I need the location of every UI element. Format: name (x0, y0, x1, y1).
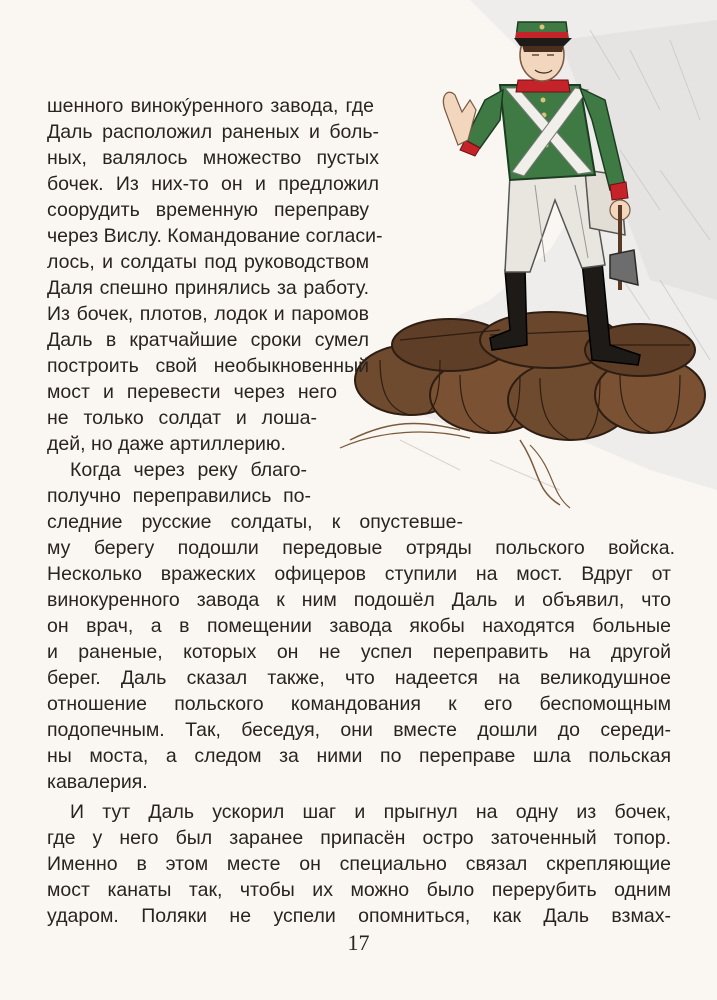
text-line: Несколько вражеских офицеров ступили на мост. Вдруг от (47, 563, 671, 585)
text-line: ны моста, а следом за ними по переправе шла польская (47, 745, 671, 767)
text-line: и раненые, которых он не успел переправить на другой (47, 641, 671, 663)
text-line: ных, валялось множество пустых (47, 147, 379, 169)
text-line: Когда через реку благо- (70, 459, 307, 481)
text-line: построить свой необыкновенный (47, 355, 369, 377)
text-line: лось, и солдаты под руководством (47, 251, 369, 273)
text-line: ударом. Поляки не успели опомниться, как Даль взмах- (47, 905, 671, 927)
text-line: Из бочек, плотов, лодок и паромов (47, 303, 369, 325)
text-line: берег. Даль сказал также, что надеется на великодушное (47, 667, 671, 689)
text-line: И тут Даль ускорил шаг и прыгнул на одну из бочек, (70, 801, 671, 823)
text-line: получно переправились по- (47, 485, 311, 507)
text-line: отношение польского командования к его беспомощным (47, 693, 671, 715)
text-line: не только солдат и лоша- (47, 407, 317, 429)
text-line: где у него был заранее припасён остро заточенный топор. (47, 827, 671, 849)
text-line: Даль расположил раненых и боль- (47, 121, 379, 143)
text-line: му берегу подошли передовые отряды польского войска. (47, 537, 675, 559)
text-line: он врач, а в помещении завода якобы находятся больные (47, 615, 671, 637)
text-line: Именно в этом месте он специально связал скрепляющие (47, 853, 671, 875)
text-line: шенного винокýренного завода, где (47, 95, 374, 117)
text-line: мост и перевести через него (47, 381, 337, 403)
text-line: через Вислу. Командование согласи- (47, 225, 383, 247)
text-line: бочек. Из них-то он и предложил (47, 173, 379, 195)
text-line: соорудить временную переправу (47, 199, 369, 221)
text-line: следние русские солдаты, к опустевше- (47, 511, 463, 533)
text-line: винокуренного завода к ним подошёл Даль и объявил, что (47, 589, 671, 611)
text-line: дей, но даже артиллерию. (47, 433, 286, 455)
text-line: Даля спешно принялись за работу. (47, 277, 369, 299)
text-line: подопечным. Так, беседуя, они вместе дошли до середи- (47, 719, 671, 741)
text-line: Даль в кратчайшие сроки сумел (47, 329, 369, 351)
page-number: 17 (347, 930, 370, 955)
text-line: мост канаты так, чтобы их можно было перерубить одним (47, 879, 671, 901)
soldier-on-barrel-raft-illustration (320, 0, 717, 510)
text-line: кавалерия. (47, 771, 148, 793)
